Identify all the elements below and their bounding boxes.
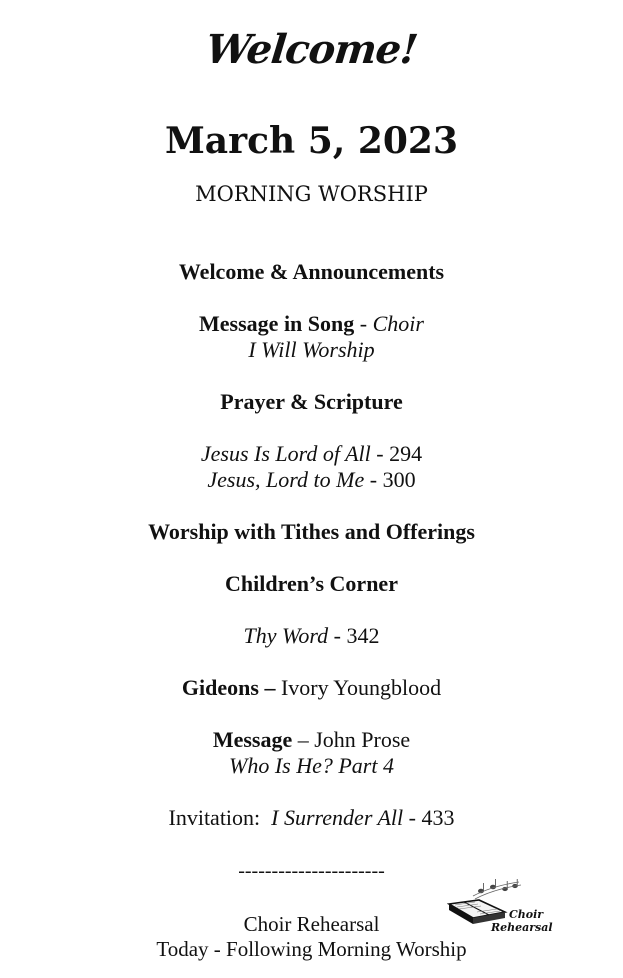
welcome-heading: Welcome!: [203, 26, 420, 73]
choir-rehearsal-logo-icon: [447, 878, 559, 938]
logo-text-line2: Rehearsal: [491, 921, 553, 934]
service-date: March 5, 2023: [164, 120, 459, 162]
welcome-announcements: Welcome & Announcements: [178, 259, 445, 284]
choir-rehearsal: Choir Rehearsal: [243, 912, 380, 936]
service-name: MORNING WORSHIP: [195, 182, 428, 206]
logo-text-line1: Choir: [509, 908, 544, 921]
hymn-sep: -: [328, 623, 347, 648]
hymn-item: [0, 623, 623, 649]
hymn-number: 342: [346, 623, 380, 648]
message-in-song-song: I Will Worship: [248, 337, 375, 362]
message-sep: –: [292, 727, 315, 752]
tithes-offerings: Worship with Tithes and Offerings: [148, 519, 475, 544]
divider: ----------------------: [238, 860, 385, 882]
message: [0, 727, 623, 753]
message-in-song-title: Message in Song: [199, 311, 355, 336]
hymn-title: Jesus Is Lord of All: [200, 441, 371, 466]
message-speaker: John Prose: [314, 727, 411, 752]
invitation-song: I Surrender All: [271, 805, 404, 830]
invitation-sep: -: [403, 805, 422, 830]
hymn-sep: -: [364, 467, 383, 492]
message-sermon: Who Is He? Part 4: [229, 753, 394, 778]
invitation-number: 433: [421, 805, 455, 830]
invitation-label: Invitation:: [168, 805, 272, 830]
childrens-corner: Children’s Corner: [225, 571, 398, 596]
gideons-title: Gideons: [181, 675, 259, 700]
rehearsal-time: Today - Following Morning Worship: [156, 937, 467, 961]
hymn-item: [0, 441, 623, 467]
message-in-song: [0, 311, 623, 337]
gideons-sep: –: [258, 675, 281, 700]
message-in-song-performer: Choir: [372, 311, 424, 336]
message-title: Message: [212, 727, 293, 752]
hymn-sep: -: [370, 441, 390, 466]
hymn-title: Jesus, Lord to Me: [207, 467, 365, 492]
hymn-number: 294: [389, 441, 423, 466]
gideons-name: Ivory Youngblood: [280, 675, 442, 700]
prayer-scripture: Prayer & Scripture: [220, 389, 403, 414]
gideons: [0, 675, 623, 701]
hymn-item: [0, 467, 623, 493]
hymn-number: 300: [382, 467, 416, 492]
hymn-title: Thy Word: [243, 623, 329, 648]
message-in-song-sep: -: [354, 311, 373, 336]
invitation: [0, 805, 623, 831]
